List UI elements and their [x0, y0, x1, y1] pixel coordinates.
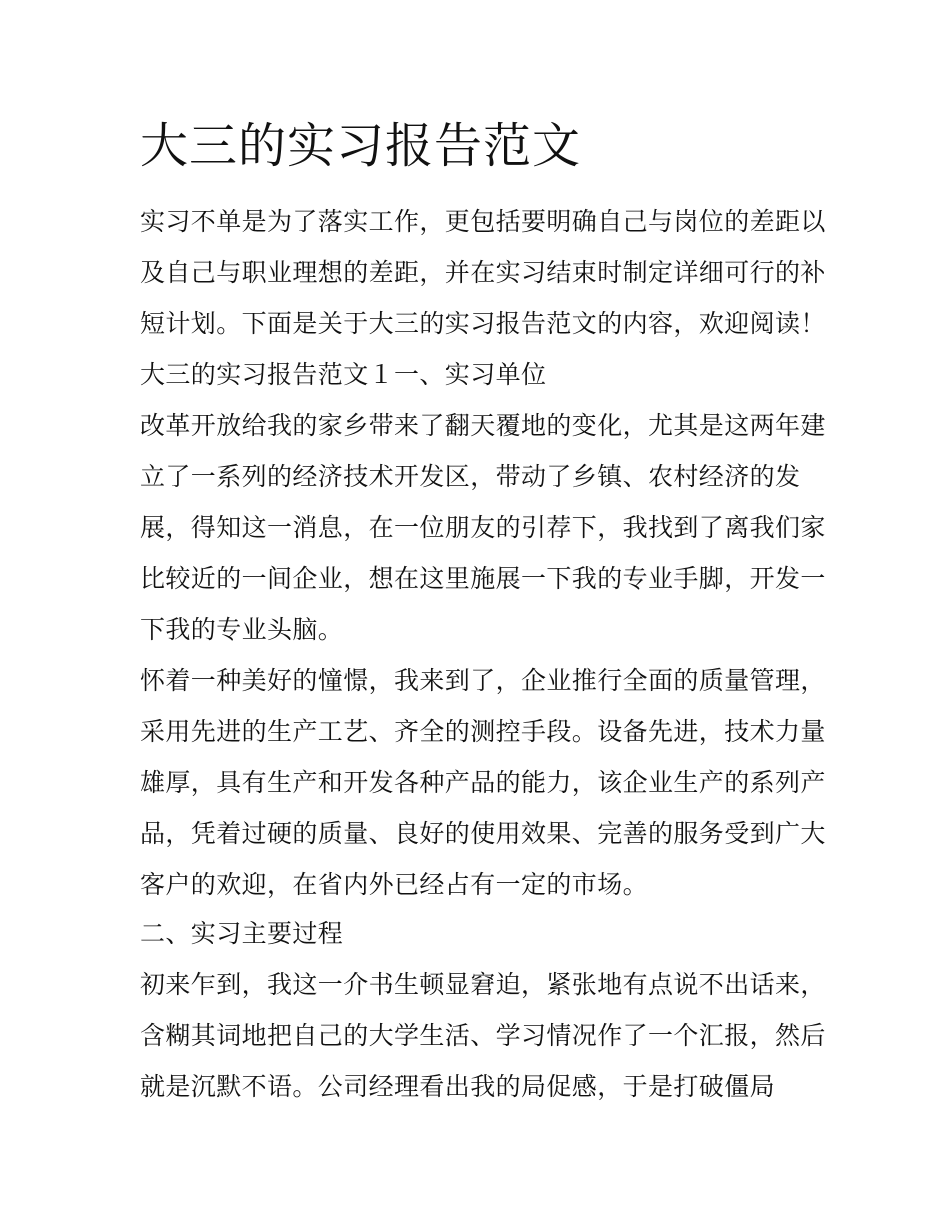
- body-line: 改革开放给我的家乡带来了翻天覆地的变化，尤其是这两年建: [140, 411, 826, 440]
- body-line: 客户的欢迎，在省内外已经占有一定的市场。: [140, 870, 649, 899]
- body-line: 展，得知这一消息，在一位朋友的引荐下，我找到了离我们家: [140, 513, 826, 542]
- body-line: 短计划。下面是关于大三的实习报告范文的内容，欢迎阅读！: [140, 309, 826, 338]
- body-line: 立了一系列的经济技术开发区，带动了乡镇、农村经济的发: [140, 462, 801, 491]
- body-line: 怀着一种美好的憧憬，我来到了，企业推行全面的质量管理，: [140, 666, 826, 695]
- body-line: 下我的专业头脑。: [140, 615, 344, 644]
- section-heading: 大三的实习报告范文１一、实习单位: [140, 360, 547, 389]
- body-line: 含糊其词地把自己的大学生活、学习情况作了一个汇报，然后: [140, 1021, 826, 1050]
- body-line: 采用先进的生产工艺、齐全的测控手段。设备先进，技术力量: [140, 717, 826, 746]
- body-line: 雄厚，具有生产和开发各种产品的能力，该企业生产的系列产: [140, 768, 826, 797]
- body-line: 初来乍到，我这一介书生顿显窘迫，紧张地有点说不出话来，: [140, 970, 826, 999]
- section-heading: 二、实习主要过程: [140, 919, 344, 948]
- body-line: 比较近的一间企业，想在这里施展一下我的专业手脚，开发一: [140, 564, 826, 593]
- body-line: 品，凭着过硬的质量、良好的使用效果、完善的服务受到广大: [140, 819, 826, 848]
- body-line: 就是沉默不语。公司经理看出我的局促感，于是打破僵局: [140, 1072, 776, 1101]
- body-line: 实习不单是为了落实工作，更包括要明确自己与岗位的差距以: [140, 207, 826, 236]
- document-title: 大三的实习报告范文: [140, 118, 582, 174]
- body-line: 及自己与职业理想的差距，并在实习结束时制定详细可行的补: [140, 258, 826, 287]
